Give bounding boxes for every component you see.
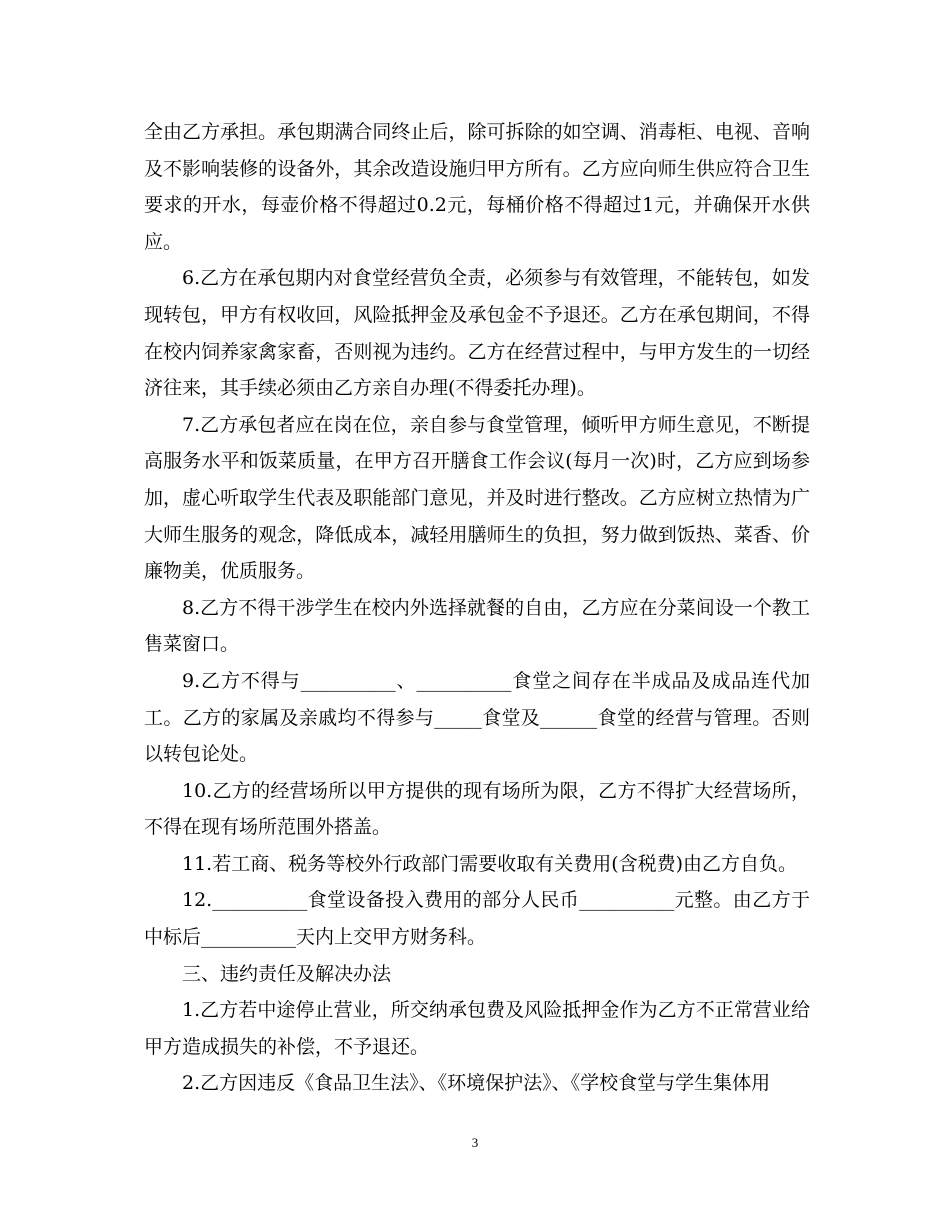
paragraph: 8.乙方不得干涉学生在校内外选择就餐的自由，乙方应在分菜间设一个教工售菜窗口。 bbox=[144, 596, 810, 656]
paragraph: 12.__________食堂设备投入费用的部分人民币__________元整。由乙方于中标后__________天内上交甲方财务科。 bbox=[144, 889, 810, 949]
document-body bbox=[144, 114, 810, 1102]
paragraph: 10.乙方的经营场所以甲方提供的现有场所为限，乙方不得扩大经营场所，不得在现有场所范围外搭盖。 bbox=[144, 779, 810, 839]
paragraph: 11.若工商、税务等校外行政部门需要收取有关费用(含税费)由乙方自负。 bbox=[182, 852, 798, 875]
paragraph: 7.乙方承包者应在岗在位，亲自参与食堂管理，倾听甲方师生意见，不断提高服务水平和饭菜质量，在甲方召开膳食工作会议(每月一次)时，乙方应到场参加，虚心听取学生代表及职能部门意见，并及时进行整改。乙方应树立热情为广大师生服务的观念，降低成本，减轻用膳师生的负担，努力做到饭热、菜香、价廉物美，优质服务。 bbox=[144, 413, 810, 583]
paragraph: 6.乙方在承包期内对食堂经营负全责，必须参与有效管理，不能转包，如发现转包，甲方有权收回，风险抵押金及承包金不予退还。乙方在承包期间，不得在校内饲养家禽家畜，否则视为违约。乙方在经营过程中，与甲方发生的一切经济往来，其手续必须由乙方亲自办理(不得委托办理)。 bbox=[144, 267, 810, 400]
section-heading: 三、违约责任及解决办法 bbox=[182, 962, 392, 985]
paragraph: 1.乙方若中途停止营业，所交纳承包费及风险抵押金作为乙方不正常营业给甲方造成损失的补偿，不予退还。 bbox=[144, 999, 810, 1058]
paragraph: 9.乙方不得与__________、__________食堂之间存在半成品及成品连代加工。乙方的家属及亲戚均不得参与_____食堂及______食堂的经营与管理。否则以转包论处。 bbox=[144, 669, 810, 766]
paragraph: 全由乙方承担。承包期满合同终止后，除可拆除的如空调、消毒柜、电视、音响及不影响装修的设备外，其余改造设施归甲方所有。乙方应向师生供应符合卫生要求的开水，每壶价格不得超过0.2元，每桶价格不得超过1元，并确保开水供应。 bbox=[144, 121, 810, 253]
paragraph: 2.乙方因违反《食品卫生法》、《环境保护法》、《学校食堂与学生集体用 bbox=[182, 1072, 771, 1095]
page-number: 3 bbox=[471, 1135, 479, 1150]
